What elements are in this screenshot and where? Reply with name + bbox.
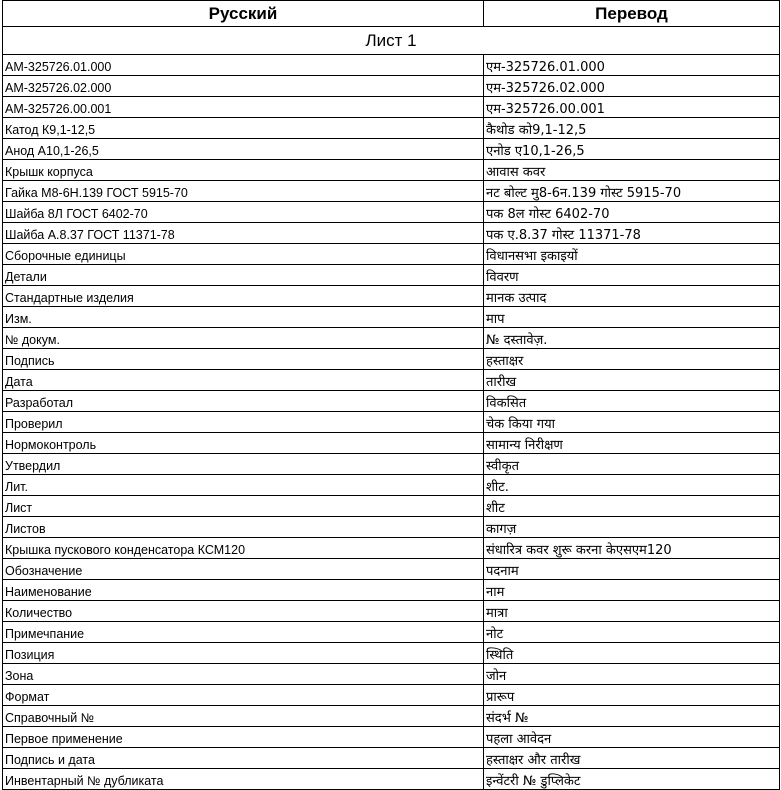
- table-row: [3, 370, 780, 391]
- table-row: [3, 643, 780, 664]
- table-row: [3, 160, 780, 181]
- table-row: [3, 454, 780, 475]
- translation-cell[interactable]: संधारित्र कवर शुरू करना केएसएम120: [484, 538, 780, 559]
- translation-cell[interactable]: तारीख: [484, 370, 780, 391]
- russian-cell[interactable]: Инвентарный № дубликата: [3, 769, 484, 790]
- table-row: [3, 433, 780, 454]
- russian-cell[interactable]: Проверил: [3, 412, 484, 433]
- russian-cell[interactable]: Анод А10,1-26,5: [3, 139, 484, 160]
- russian-cell[interactable]: АМ-325726.02.000: [3, 76, 484, 97]
- table-row: [3, 748, 780, 769]
- table-row: [3, 286, 780, 307]
- header-row: [3, 1, 780, 27]
- table-row: [3, 706, 780, 727]
- table-row: [3, 391, 780, 412]
- russian-cell[interactable]: Нормоконтроль: [3, 433, 484, 454]
- header-translation[interactable]: Перевод: [484, 1, 780, 27]
- sheet-title[interactable]: Лист 1: [3, 27, 780, 55]
- russian-cell[interactable]: Катод К9,1-12,5: [3, 118, 484, 139]
- translation-cell[interactable]: एम-325726.01.000: [484, 55, 780, 76]
- table-row: [3, 622, 780, 643]
- translation-cell[interactable]: मात्रा: [484, 601, 780, 622]
- russian-cell[interactable]: Обозначение: [3, 559, 484, 580]
- translation-cell[interactable]: चेक किया गया: [484, 412, 780, 433]
- translation-cell[interactable]: एम-325726.02.000: [484, 76, 780, 97]
- translation-cell[interactable]: नाम: [484, 580, 780, 601]
- table-row: [3, 328, 780, 349]
- russian-cell[interactable]: Крышк корпуса: [3, 160, 484, 181]
- russian-cell[interactable]: АМ-325726.01.000: [3, 55, 484, 76]
- russian-cell[interactable]: Формат: [3, 685, 484, 706]
- translation-cell[interactable]: माप: [484, 307, 780, 328]
- russian-cell[interactable]: Первое применение: [3, 727, 484, 748]
- table-row: [3, 412, 780, 433]
- russian-cell[interactable]: Лит.: [3, 475, 484, 496]
- russian-cell[interactable]: Крышка пускового конденсатора КСМ120: [3, 538, 484, 559]
- russian-cell[interactable]: Дата: [3, 370, 484, 391]
- table-row: [3, 244, 780, 265]
- translation-cell[interactable]: पक ए.8.37 गोस्ट 11371-78: [484, 223, 780, 244]
- translation-table: [2, 0, 780, 790]
- translation-cell[interactable]: कागज़: [484, 517, 780, 538]
- russian-cell[interactable]: Шайба А.8.37 ГОСТ 11371-78: [3, 223, 484, 244]
- table-row: [3, 685, 780, 706]
- table-row: [3, 223, 780, 244]
- translation-cell[interactable]: विधानसभा इकाइयों: [484, 244, 780, 265]
- russian-cell[interactable]: Утвердил: [3, 454, 484, 475]
- table-row: [3, 55, 780, 76]
- russian-cell[interactable]: Примечпание: [3, 622, 484, 643]
- translation-cell[interactable]: नट बोल्ट मु8-6न.139 गोस्ट 5915-70: [484, 181, 780, 202]
- russian-cell[interactable]: № докум.: [3, 328, 484, 349]
- translation-cell[interactable]: हस्ताक्षर और तारीख: [484, 748, 780, 769]
- translation-cell[interactable]: स्थिति: [484, 643, 780, 664]
- russian-cell[interactable]: Шайба 8Л ГОСТ 6402-70: [3, 202, 484, 223]
- russian-cell[interactable]: Подпись и дата: [3, 748, 484, 769]
- translation-cell[interactable]: एम-325726.00.001: [484, 97, 780, 118]
- russian-cell[interactable]: Позиция: [3, 643, 484, 664]
- table-row: [3, 727, 780, 748]
- translation-cell[interactable]: № दस्तावेज़.: [484, 328, 780, 349]
- translation-cell[interactable]: कैथोड को9,1-12,5: [484, 118, 780, 139]
- translation-cell[interactable]: मानक उत्पाद: [484, 286, 780, 307]
- russian-cell[interactable]: Лист: [3, 496, 484, 517]
- russian-cell[interactable]: Наименование: [3, 580, 484, 601]
- russian-cell[interactable]: Справочный №: [3, 706, 484, 727]
- translation-cell[interactable]: विवरण: [484, 265, 780, 286]
- russian-cell[interactable]: Гайка М8-6Н.139 ГОСТ 5915-70: [3, 181, 484, 202]
- table-row: [3, 181, 780, 202]
- translation-cell[interactable]: पहला आवेदन: [484, 727, 780, 748]
- table-row: [3, 538, 780, 559]
- translation-cell[interactable]: संदर्भ №: [484, 706, 780, 727]
- translation-cell[interactable]: शीट.: [484, 475, 780, 496]
- russian-cell[interactable]: Разработал: [3, 391, 484, 412]
- table-row: [3, 349, 780, 370]
- table-row: [3, 475, 780, 496]
- translation-cell[interactable]: सामान्य निरीक्षण: [484, 433, 780, 454]
- russian-cell[interactable]: Зона: [3, 664, 484, 685]
- russian-cell[interactable]: АМ-325726.00.001: [3, 97, 484, 118]
- table-row: [3, 265, 780, 286]
- russian-cell[interactable]: Сборочные единицы: [3, 244, 484, 265]
- russian-cell[interactable]: Изм.: [3, 307, 484, 328]
- translation-cell[interactable]: पक 8ल गोस्ट 6402-70: [484, 202, 780, 223]
- table-row: [3, 580, 780, 601]
- header-russian[interactable]: Русский: [3, 1, 484, 27]
- table-row: [3, 517, 780, 538]
- table-row: [3, 76, 780, 97]
- translation-cell[interactable]: स्वीकृत: [484, 454, 780, 475]
- russian-cell[interactable]: Стандартные изделия: [3, 286, 484, 307]
- translation-cell[interactable]: जोन: [484, 664, 780, 685]
- translation-cell[interactable]: इन्वेंटरी № डुप्लिकेट: [484, 769, 780, 790]
- russian-cell[interactable]: Листов: [3, 517, 484, 538]
- table-row: [3, 769, 780, 790]
- russian-cell[interactable]: Количество: [3, 601, 484, 622]
- translation-cell[interactable]: आवास कवर: [484, 160, 780, 181]
- russian-cell[interactable]: Подпись: [3, 349, 484, 370]
- table-row: [3, 601, 780, 622]
- sheet-title-row: [3, 27, 780, 55]
- table-row: [3, 307, 780, 328]
- russian-cell[interactable]: Детали: [3, 265, 484, 286]
- table-row: [3, 664, 780, 685]
- table-row: [3, 139, 780, 160]
- translation-cell[interactable]: प्रारूप: [484, 685, 780, 706]
- table-row: [3, 559, 780, 580]
- translation-cell[interactable]: शीट: [484, 496, 780, 517]
- translation-cell[interactable]: विकसित: [484, 391, 780, 412]
- table-row: [3, 97, 780, 118]
- table-row: [3, 118, 780, 139]
- translation-cell[interactable]: एनोड ए10,1-26,5: [484, 139, 780, 160]
- table-row: [3, 496, 780, 517]
- translation-cell[interactable]: हस्ताक्षर: [484, 349, 780, 370]
- table-row: [3, 202, 780, 223]
- translation-cell[interactable]: पदनाम: [484, 559, 780, 580]
- translation-cell[interactable]: नोट: [484, 622, 780, 643]
